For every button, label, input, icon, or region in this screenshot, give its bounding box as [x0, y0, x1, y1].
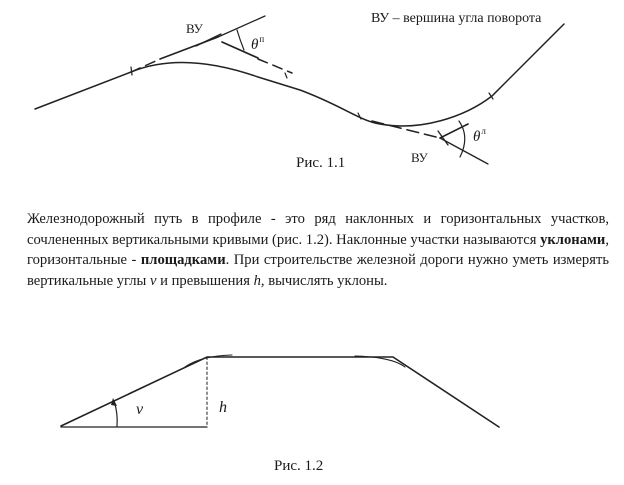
italic-variable: h [253, 272, 261, 289]
angle-label-v: v [136, 401, 144, 418]
curve-tick [285, 73, 287, 78]
vertex-label-2: ВУ [411, 150, 428, 165]
angle-label-1 [251, 34, 264, 54]
text-run: Железнодорожный путь в профиле - это ряд наклонных и горизонтальных участков, сочлененных вертикальными кривыми (рис. 1.2). Наклонные участки называются [27, 211, 609, 248]
curve-tick [131, 67, 132, 75]
vertex-label-1: ВУ [186, 21, 203, 36]
figure-legend: ВУ – вершина угла поворота [371, 11, 542, 26]
tangent-extension-1d [258, 59, 292, 73]
angle-1-arc [237, 30, 244, 50]
track-plan-line [35, 24, 564, 126]
angle-symbol: θ [251, 37, 259, 53]
bold-term: площадками [140, 252, 226, 268]
figure-caption-2: Рис. 1.2 [274, 458, 324, 474]
bold-term: уклонами [540, 231, 606, 248]
angle-superscript: п [259, 34, 265, 44]
text-run: , горизонтальные - [27, 231, 609, 268]
angle-label-2 [473, 126, 486, 146]
angle-superscript: л [481, 126, 486, 136]
profile-line [61, 357, 499, 427]
italic-variable: v [150, 272, 157, 289]
text-run: , вычислять уклоны. [260, 272, 388, 289]
tangent-extension-1a [131, 60, 158, 72]
body-paragraph [27, 209, 609, 291]
height-label-h: h [219, 399, 227, 416]
figure-caption-1: Рис. 1.1 [296, 155, 346, 171]
text-run: и превышения [156, 272, 254, 289]
text-run: . При строительстве железной дороги нужно уметь измерять вертикальные углы [27, 252, 609, 289]
angle-symbol: θ [473, 129, 481, 145]
